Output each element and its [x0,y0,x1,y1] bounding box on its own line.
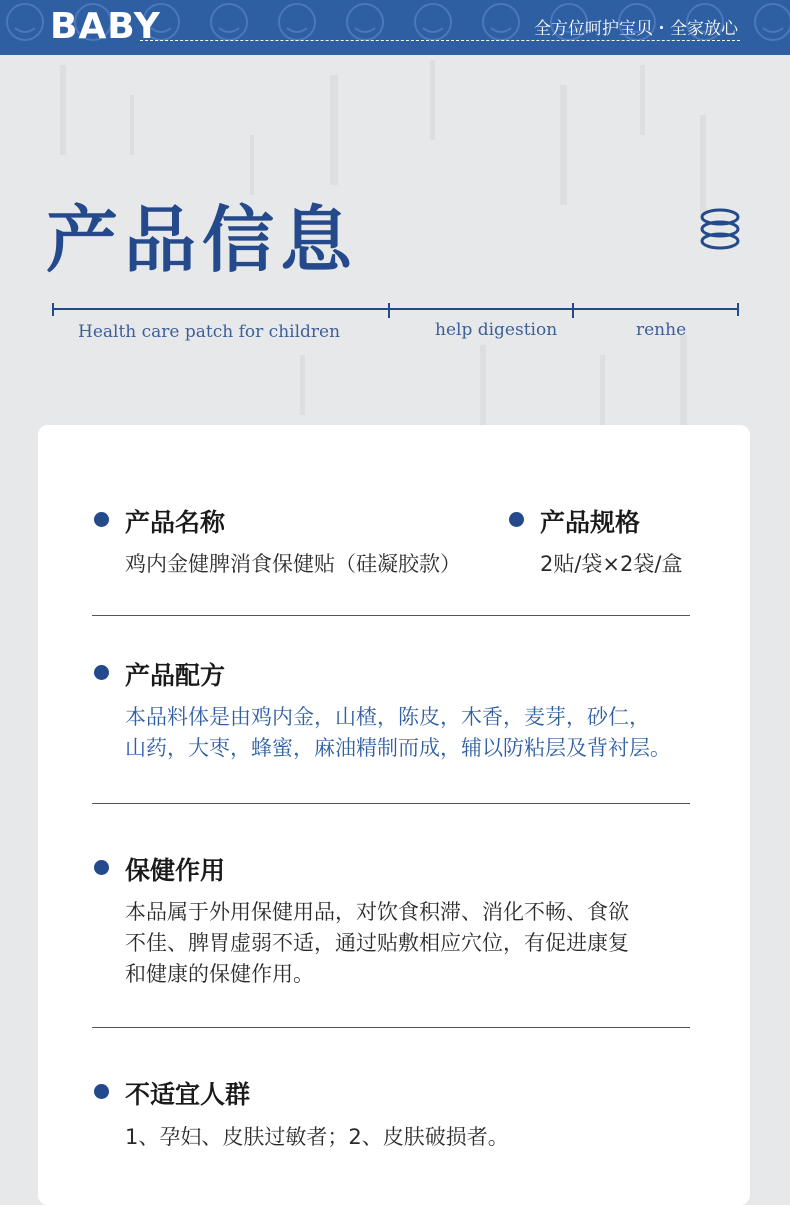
banner-dashed-line [140,40,740,41]
unsuitable-text: 1、孕妇、皮肤过敏者；2、皮肤破损者。 [125,1125,509,1149]
bullet-dot [94,665,109,680]
bullet-dot [94,512,109,527]
brand-logo: BABY [50,6,161,47]
formula-title: 产品配方 [125,661,226,690]
divider [92,803,690,804]
unsuitable-title: 不适宜人群 [125,1080,251,1109]
bullet-dot [94,860,109,875]
coil-icon [699,207,741,251]
info-card [38,425,750,1205]
product-spec-title: 产品规格 [540,508,641,537]
bullet-dot [509,512,524,527]
ruler-label-right: renhe [636,320,687,340]
effect-title: 保健作用 [125,856,226,885]
product-spec-text: 2贴/袋×2袋/盒 [540,552,683,576]
divider [92,615,690,616]
top-banner [0,0,790,55]
effect-text-line1: 本品属于外用保健用品，对饮食积滞、消化不畅、食欲 [125,900,629,924]
product-name-title: 产品名称 [125,508,226,537]
divider [92,1027,690,1028]
ruler-label-left: Health care patch for children [78,322,341,342]
ruler-label-middle: help digestion [435,320,558,340]
effect-text-line2: 不佳、脾胃虚弱不适，通过贴敷相应穴位，有促进康复 [125,931,629,955]
formula-text-line1: 本品料体是由鸡内金，山楂，陈皮，木香，麦芽，砂仁， [125,705,650,729]
bullet-dot [94,1084,109,1099]
effect-text-line3: 和健康的保健作用。 [125,962,314,986]
product-name-text: 鸡内金健脾消食保健贴（硅凝胶款） [125,552,461,576]
banner-slogan: 全方位呵护宝贝・全家放心 [534,19,738,39]
formula-text-line2: 山药，大枣，蜂蜜，麻油精制而成，辅以防粘层及背衬层。 [125,736,671,760]
page-title: 产品信息 [46,198,359,282]
